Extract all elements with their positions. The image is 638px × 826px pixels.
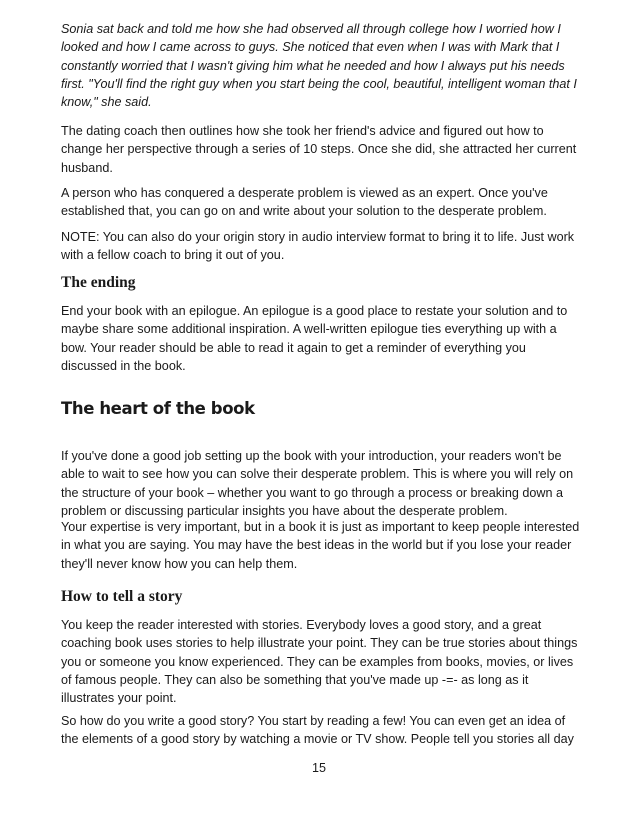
story-paragraph-1: You keep the reader interested with stories. Everybody loves a good story, and a great coaching book uses stories to help illustrate your point. They can be true stories about things you or someone you know experienced. They can be examples from books, movies, or lives of famous people. They can also be something that you've made up -=- as long as it illustrates your point. — [61, 618, 578, 706]
page-number: 15 — [311, 761, 326, 775]
heading-heart-of-book: The heart of the book — [61, 399, 255, 418]
note-paragraph: NOTE: You can also do your origin story in audio interview format to bring it to life. Just work with a fellow coach to bring it out of you. — [61, 230, 575, 263]
sonia-quote-paragraph: Sonia sat back and told me how she had observed all through college how I worried how I looked and how I came across to guys. She noticed that even when I was with Mark that I constantly worried that I wasn't giving him what he needed and how I always put his needs first. "You'll find the right guy when you start being the cool, beautiful, intelligent woman that I know," she said. — [61, 22, 577, 110]
expert-paragraph: A person who has conquered a desperate problem is viewed as an expert. Once you've established that, you can go on and write about your solution to the desperate problem. — [61, 186, 548, 219]
story-paragraph-2: So how do you write a good story? You start by reading a few! You can even get an idea of the elements of a good story by watching a movie or TV show. People tell you stories all day — [61, 714, 574, 747]
heart-paragraph-2: Your expertise is very important, but in a book it is just as important to keep people interested in what you are saying. You may have the best ideas in the world but if you lose your reader they'll never know how you can help them. — [61, 520, 580, 571]
ending-paragraph: End your book with an epilogue. An epilogue is a good place to restate your solution and to maybe share some additional inspiration. A well-written epilogue ties everything up with a bow. Your reader should be able to read it again to get a reminder of everything you discussed in the book. — [61, 304, 568, 373]
dating-coach-paragraph: The dating coach then outlines how she took her friend's advice and figured out how to change her perspective through a series of 10 steps. Once she did, she attracted her current husband. — [61, 124, 577, 175]
heading-tell-a-story: How to tell a story — [61, 588, 183, 605]
heading-the-ending: The ending — [61, 274, 136, 291]
heart-paragraph-1: If you've done a good job setting up the book with your introduction, your readers won't be able to wait to see how you can solve their desperate problem. This is where you will rely on the structure of your book – whether you want to go through a process or breaking down a problem or discussing particular insights you have about the desperate problem. — [61, 449, 574, 518]
